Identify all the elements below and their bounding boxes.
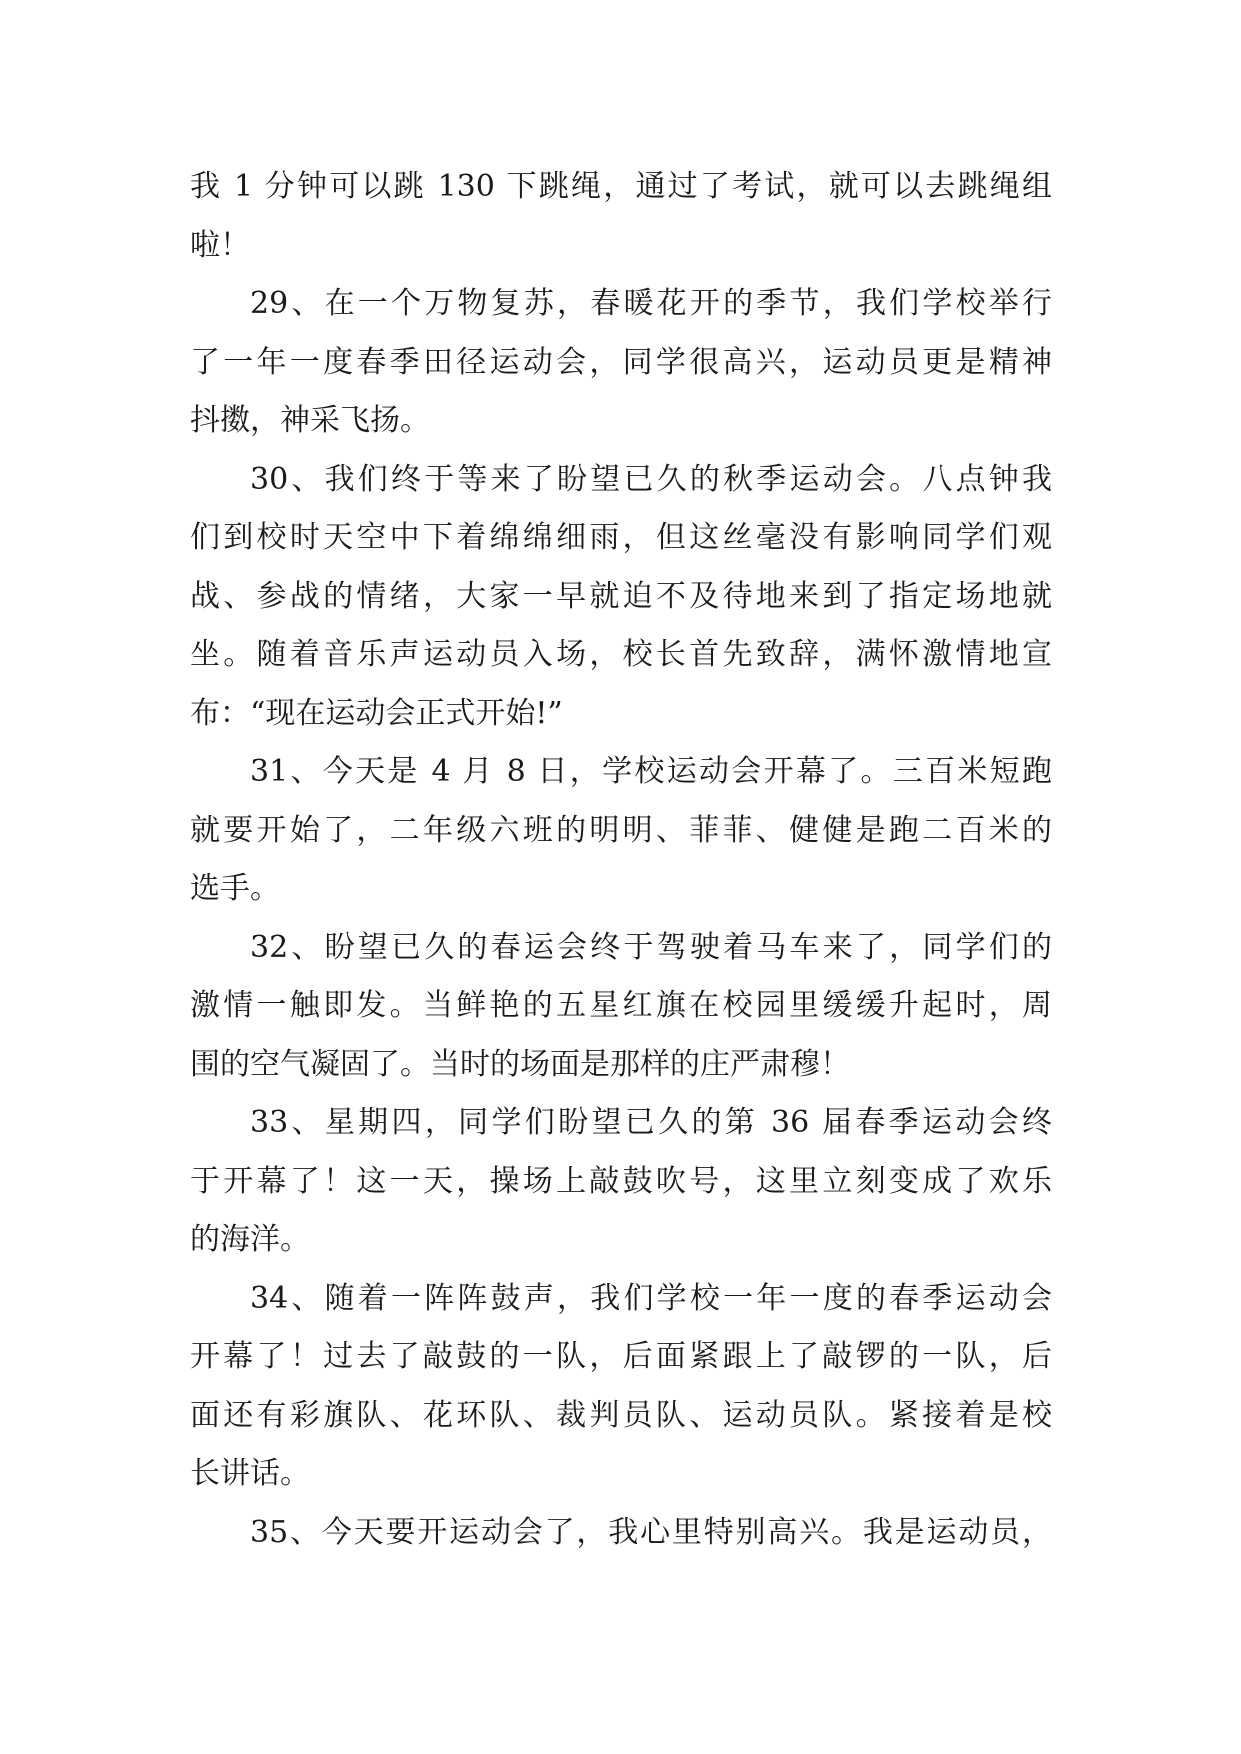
text-line: 30、我们终于等来了盼望已久的秋季运动会。八点钟我 — [250, 461, 1052, 497]
text-line: 35、今天要开运动会了，我心里特别高兴。我是运动员， — [250, 1514, 1052, 1550]
text-line: 34、随着一阵阵鼓声，我们学校一年一度的春季运动会 — [250, 1280, 1052, 1316]
text-line: 啦！ — [190, 227, 250, 263]
text-line: 32、盼望已久的春运会终于驾驶着马车来了，同学们的 — [250, 929, 1052, 965]
text-line: 长讲话。 — [190, 1456, 310, 1491]
document-page — [190, 158, 1052, 1562]
text-line: 面还有彩旗队、花环队、裁判员队、运动员队。紧接着是校 — [190, 1397, 1052, 1433]
text-line: 选手。 — [190, 871, 280, 906]
text-line: 布：“现在运动会正式开始!” — [190, 695, 563, 731]
text-line: 战、参战的情绪，大家一早就迫不及待地来到了指定场地就 — [190, 578, 1052, 614]
text-line: 激情一触即发。当鲜艳的五星红旗在校园里缓缓升起时，周 — [190, 988, 1052, 1023]
text-line: 31、今天是 4 月 8 日，学校运动会开幕了。三百米短跑 — [250, 754, 1052, 789]
text-line: 的海洋。 — [190, 1222, 310, 1257]
text-line: 我 1 分钟可以跳 130 下跳绳，通过了考试，就可以去跳绳组 — [190, 169, 1052, 204]
text-line: 开幕了！过去了敲鼓的一队，后面紧跟上了敲锣的一队，后 — [190, 1339, 1052, 1374]
text-line: 29、在一个万物复苏，春暖花开的季节，我们学校举行 — [250, 286, 1052, 321]
text-line: 33、星期四，同学们盼望已久的第 36 届春季运动会终 — [250, 1105, 1052, 1140]
text-line: 了一年一度春季田径运动会，同学很高兴，运动员更是精神 — [190, 344, 1052, 380]
text-line: 就要开始了，二年级六班的明明、菲菲、健健是跑二百米的 — [190, 812, 1052, 848]
text-line: 们到校时天空中下着绵绵细雨，但这丝毫没有影响同学们观 — [190, 520, 1052, 555]
text-line: 围的空气凝固了。当时的场面是那样的庄严肃穆！ — [190, 1046, 850, 1082]
text-line: 坐。随着音乐声运动员入场，校长首先致辞，满怀激情地宣 — [190, 637, 1052, 672]
text-line: 抖擞，神采飞扬。 — [190, 403, 430, 438]
text-line: 于开幕了！这一天，操场上敲鼓吹号，这里立刻变成了欢乐 — [190, 1163, 1052, 1199]
